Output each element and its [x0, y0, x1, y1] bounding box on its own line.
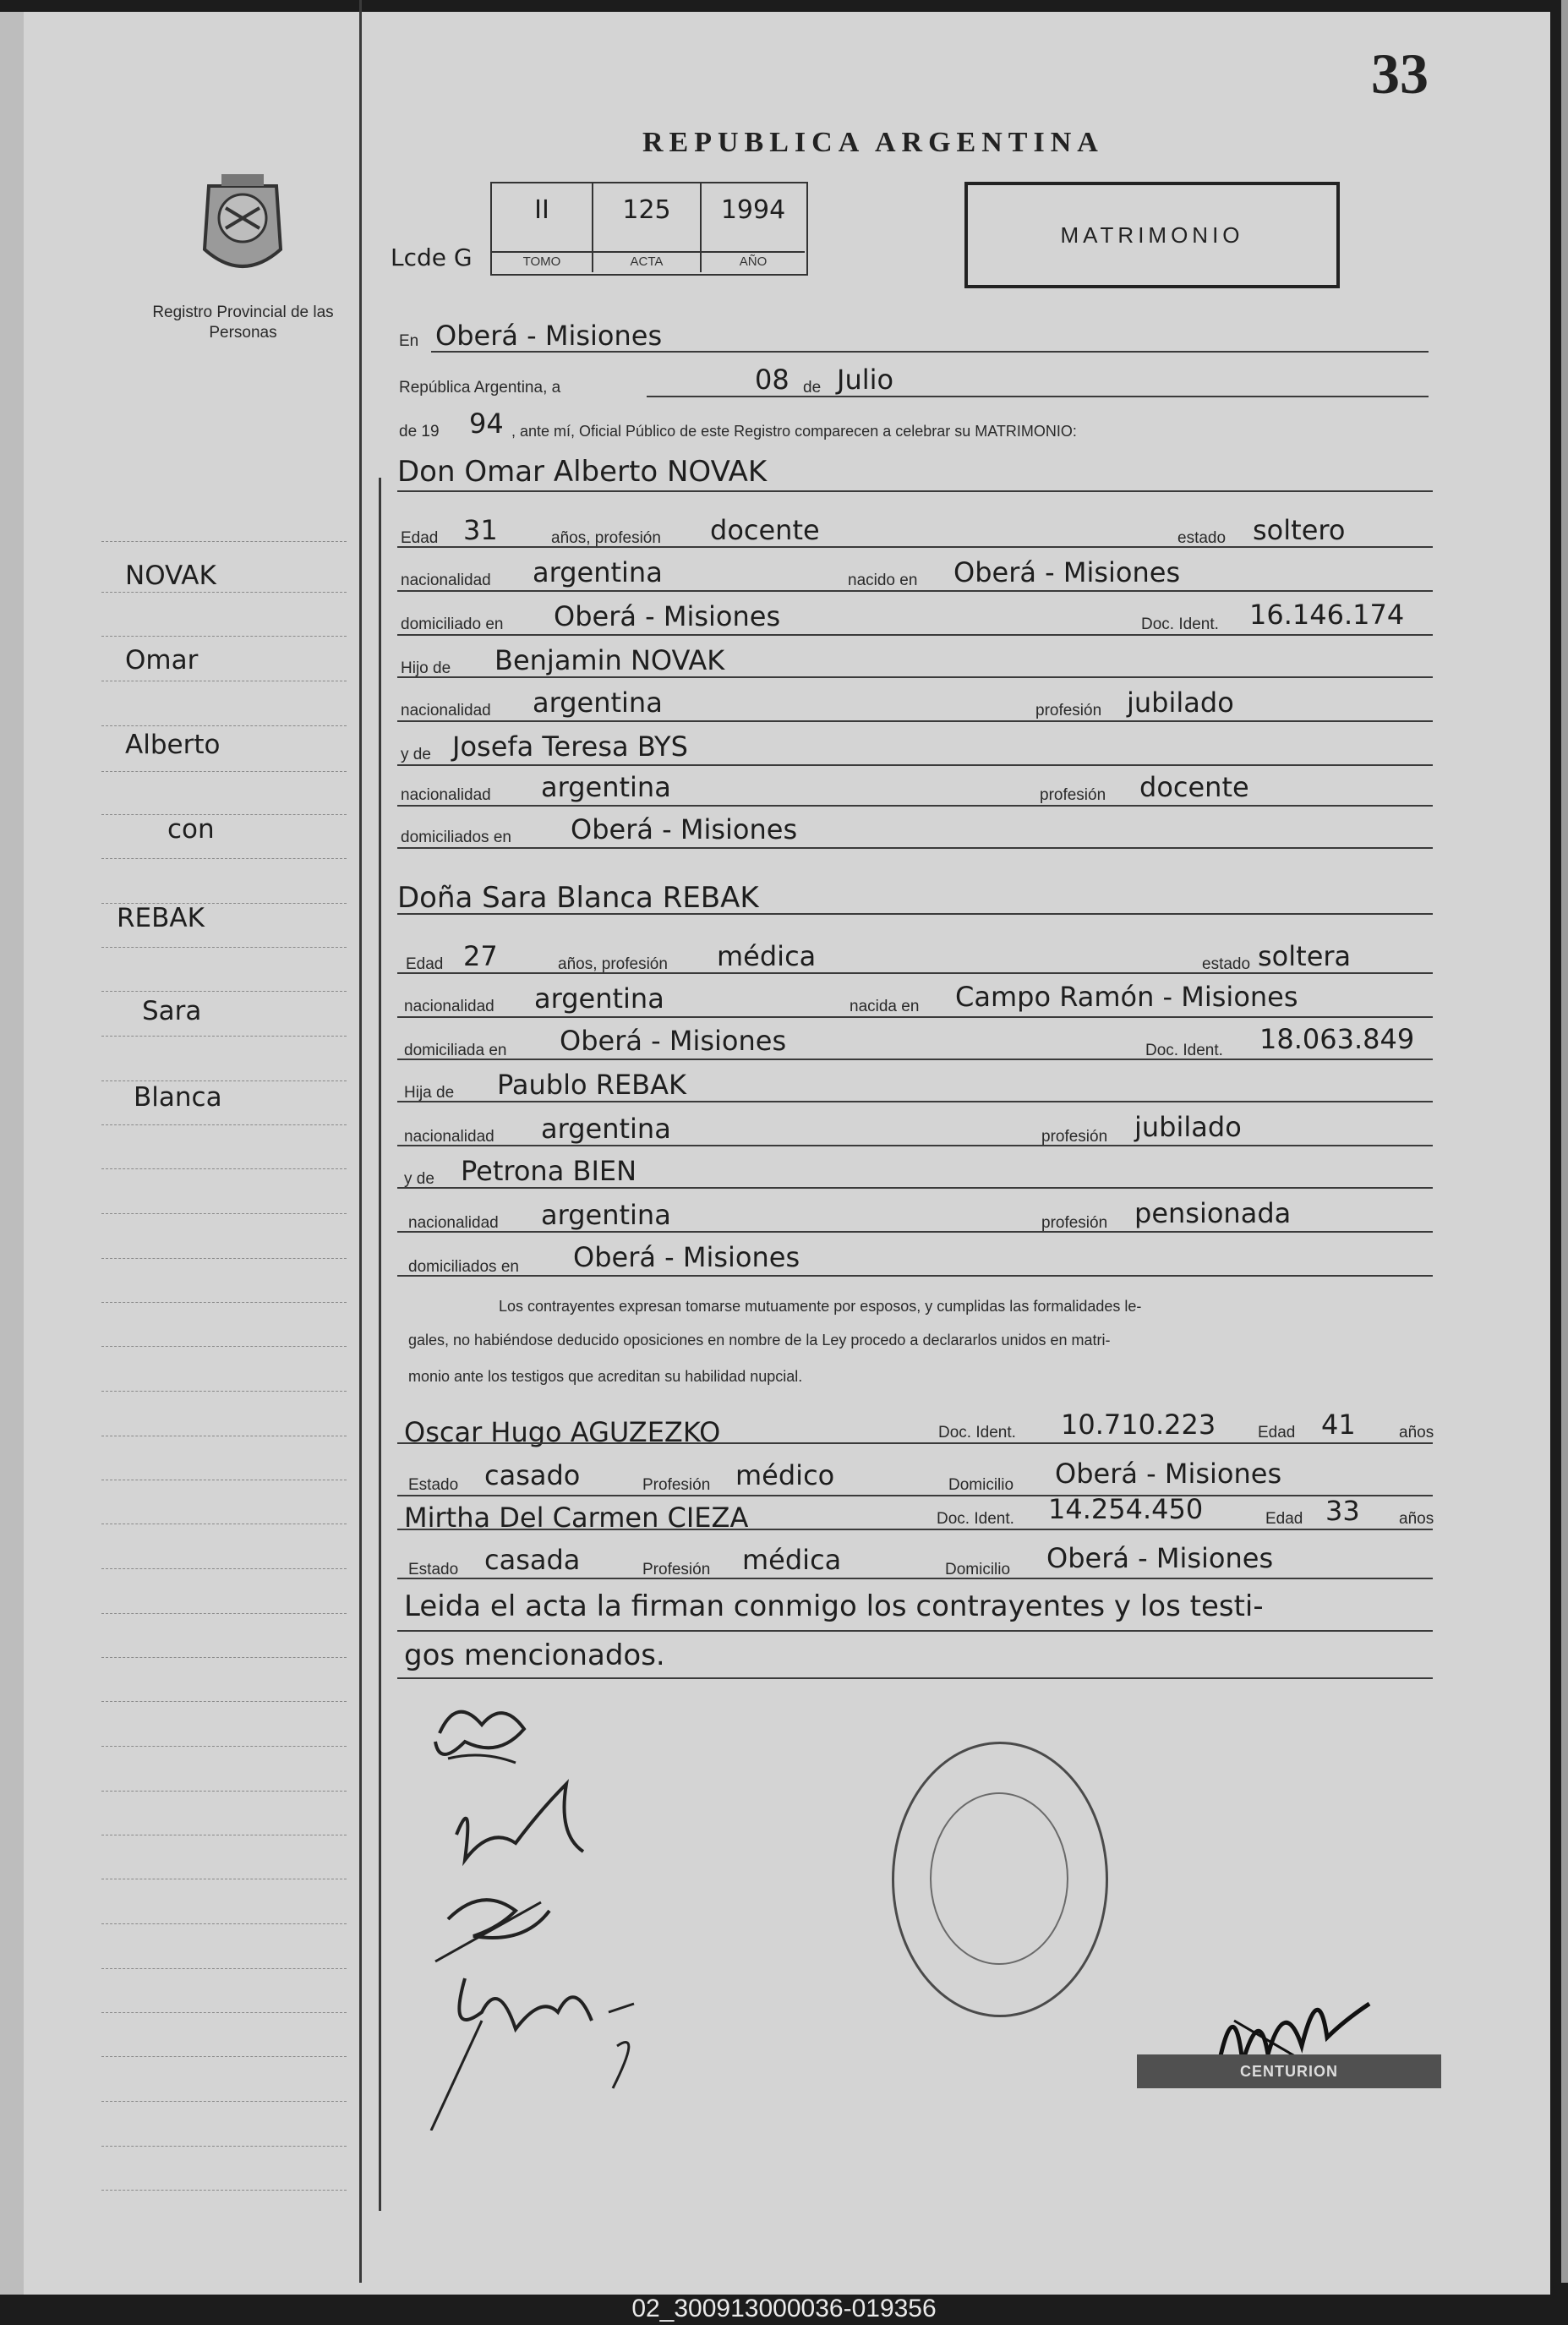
- bride-full-name: Doña Sara Blanca REBAK: [397, 881, 759, 915]
- witness1-anos-label: años: [1399, 1424, 1434, 1442]
- groom-father-profession: jubilado: [1127, 687, 1234, 719]
- document-page: [24, 12, 1550, 2295]
- groom-mother-label: y de: [401, 746, 431, 763]
- acta-cell: [593, 183, 702, 272]
- groom-dom-label: domiciliado en: [401, 615, 504, 633]
- ledger-note: Lcde G: [391, 243, 473, 271]
- bride-parents-dom-label: domiciliados en: [408, 1258, 519, 1276]
- sidebar-name: con: [167, 814, 215, 845]
- bride-nat-label: nacionalidad: [404, 998, 494, 1015]
- closing-line: gos mencionados.: [404, 1638, 665, 1672]
- groom-father-label: Hijo de: [401, 659, 451, 677]
- signatures: [423, 1691, 727, 2135]
- groom-domicile: Oberá - Misiones: [554, 600, 781, 632]
- groom-doc-label: Doc. Ident.: [1141, 615, 1219, 633]
- witness2-profession: médica: [742, 1544, 842, 1576]
- groom-birthplace: Oberá - Misiones: [953, 556, 1181, 588]
- witness2-dom-label: Domicilio: [945, 1561, 1011, 1578]
- acta-label: ACTA: [593, 251, 700, 269]
- bride-domicile: Oberá - Misiones: [560, 1025, 787, 1057]
- groom-profession: docente: [710, 514, 820, 546]
- groom-mother: Josefa Teresa BYS: [452, 730, 688, 763]
- anio-label: AÑO: [702, 251, 805, 269]
- groom-edad-label: Edad: [401, 529, 439, 547]
- groom-estado-label: estado: [1177, 529, 1227, 547]
- witness1-edad-label: Edad: [1258, 1424, 1296, 1442]
- anio-cell: [702, 183, 805, 272]
- bride-mother-nat-label: nacionalidad: [408, 1214, 499, 1232]
- bride-nacida-label: nacida en: [850, 998, 920, 1015]
- en-label: En: [399, 332, 419, 350]
- registrar-signature: [1209, 1970, 1378, 2109]
- sidebar-name: Alberto: [125, 730, 221, 760]
- groom-father-nat-label: nacionalidad: [401, 702, 491, 719]
- year-suffix: 94: [469, 408, 504, 440]
- groom-nat-label: nacionalidad: [401, 572, 491, 589]
- place: Oberá - Misiones: [435, 320, 663, 352]
- witness1-name: Oscar Hugo AGUZEZKO: [404, 1416, 721, 1448]
- groom-anos-label: años, profesión: [551, 529, 661, 547]
- groom-nationality: argentina: [533, 556, 663, 588]
- witness2-domicile: Oberá - Misiones: [1046, 1542, 1274, 1574]
- closing-line: Leida el acta la firman conmigo los contrayentes y los testi-: [404, 1589, 1264, 1623]
- bride-father-label: Hija de: [404, 1084, 455, 1102]
- witness1-prof-label: Profesión: [642, 1476, 711, 1494]
- bride-mother-prof-label: profesión: [1041, 1214, 1108, 1232]
- declaration-line: Los contrayentes expresan tomarse mutuamente por esposos, y cumplidas las formalidades le-: [499, 1298, 1142, 1315]
- groom-parents-dom-label: domiciliados en: [401, 829, 511, 846]
- page-number: 33: [1371, 41, 1429, 106]
- groom-father-nationality: argentina: [533, 687, 663, 719]
- witness2-age: 33: [1325, 1495, 1360, 1527]
- groom-mother-nat-label: nacionalidad: [401, 786, 491, 804]
- bride-edad-label: Edad: [406, 955, 444, 973]
- witness1-status: casado: [484, 1459, 581, 1491]
- bride-doc-number: 18.063.849: [1259, 1023, 1415, 1055]
- witness1-doc-label: Doc. Ident.: [938, 1424, 1016, 1442]
- republica-label: República Argentina, a: [399, 379, 561, 397]
- bride-father-nationality: argentina: [541, 1113, 671, 1145]
- bride-dom-label: domiciliada en: [404, 1042, 507, 1059]
- witness2-name: Mirtha Del Carmen CIEZA: [404, 1502, 749, 1534]
- bride-father-nat-label: nacionalidad: [404, 1128, 494, 1146]
- bride-mother: Petrona BIEN: [461, 1155, 637, 1187]
- witness2-prof-label: Profesión: [642, 1561, 711, 1578]
- groom-mother-nationality: argentina: [541, 771, 671, 803]
- bride-father: Paublo REBAK: [497, 1069, 686, 1101]
- declaration-line: gales, no habiéndose deducido oposiciones en nombre de la Ley procedo a declararlos unidos en matri-: [408, 1332, 1111, 1348]
- groom-mother-profession: docente: [1139, 771, 1249, 803]
- witness2-status: casada: [484, 1544, 581, 1576]
- declaration-line: monio ante los testigos que acreditan su habilidad nupcial.: [408, 1368, 803, 1385]
- groom-mother-prof-label: profesión: [1040, 786, 1106, 804]
- witness2-edad-label: Edad: [1265, 1510, 1303, 1528]
- country-title: REPUBLICA ARGENTINA: [642, 127, 1104, 158]
- form-left-border: [379, 478, 381, 2211]
- bride-father-prof-label: profesión: [1041, 1128, 1108, 1146]
- registry-name: Registro Provincial de las Personas: [152, 304, 334, 342]
- bride-birthplace: Campo Ramón - Misiones: [955, 981, 1298, 1013]
- acta-value: 125: [622, 195, 671, 225]
- bride-age: 27: [463, 940, 498, 972]
- witness1-profession: médico: [735, 1459, 835, 1491]
- anio-value: 1994: [720, 195, 786, 225]
- groom-parents-domicile: Oberá - Misiones: [571, 813, 798, 845]
- witness1-age: 41: [1321, 1409, 1356, 1441]
- bride-mother-label: y de: [404, 1170, 434, 1188]
- sidebar-name: REBAK: [117, 903, 205, 933]
- day: 08: [755, 364, 789, 396]
- intro-statement: , ante mí, Oficial Público de este Registro comparecen a celebrar su MATRIMONIO:: [511, 423, 1077, 440]
- official-seal-inner: [930, 1792, 1068, 1965]
- registrar-stamp: CENTURION: [1137, 2054, 1441, 2088]
- bride-status: soltera: [1258, 940, 1352, 972]
- witness1-domicile: Oberá - Misiones: [1055, 1458, 1282, 1490]
- page-right-edge: [1561, 0, 1568, 2283]
- sidebar-name: NOVAK: [125, 561, 216, 591]
- month: Julio: [837, 364, 894, 396]
- groom-status: soltero: [1253, 514, 1346, 546]
- bride-mother-profession: pensionada: [1134, 1197, 1292, 1229]
- groom-father: Benjamin NOVAK: [494, 644, 725, 676]
- coat-of-arms-icon: [188, 169, 298, 287]
- witness2-doc-number: 14.254.450: [1048, 1493, 1204, 1525]
- bride-nationality: argentina: [534, 982, 664, 1015]
- tomo-value: II: [534, 195, 549, 225]
- groom-full-name: Don Omar Alberto NOVAK: [397, 455, 768, 489]
- bride-parents-domicile: Oberá - Misiones: [573, 1241, 800, 1273]
- registration-box: [490, 182, 808, 276]
- witness2-doc-label: Doc. Ident.: [937, 1510, 1014, 1528]
- groom-doc-number: 16.146.174: [1249, 599, 1405, 631]
- sidebar-name: Omar: [125, 645, 199, 676]
- tomo-label: TOMO: [492, 251, 592, 269]
- witness1-doc-number: 10.710.223: [1061, 1409, 1216, 1441]
- sidebar-name: Blanca: [134, 1082, 222, 1113]
- groom-age: 31: [463, 514, 498, 546]
- bride-profession: médica: [717, 940, 817, 972]
- witness2-anos-label: años: [1399, 1510, 1434, 1528]
- year-prefix: de 19: [399, 423, 440, 440]
- de-label: de: [803, 379, 822, 397]
- column-divider: [359, 0, 362, 2283]
- groom-father-prof-label: profesión: [1035, 702, 1102, 719]
- bride-mother-nationality: argentina: [541, 1199, 671, 1231]
- sidebar-name: Sara: [142, 996, 202, 1026]
- document-type-box: MATRIMONIO: [964, 182, 1340, 288]
- bride-anos-label: años, profesión: [558, 955, 668, 973]
- witness2-estado-label: Estado: [408, 1561, 459, 1578]
- previous-page-edge: [0, 12, 24, 2295]
- tomo-cell: [492, 183, 593, 272]
- bride-estado-label: estado: [1202, 955, 1251, 973]
- witness1-estado-label: Estado: [408, 1476, 459, 1494]
- footer-id: 02_300913000036-019356: [631, 2295, 937, 2322]
- groom-nacido-label: nacido en: [848, 572, 918, 589]
- witness1-dom-label: Domicilio: [948, 1476, 1014, 1494]
- bride-doc-label: Doc. Ident.: [1145, 1042, 1223, 1059]
- bride-father-profession: jubilado: [1134, 1111, 1242, 1143]
